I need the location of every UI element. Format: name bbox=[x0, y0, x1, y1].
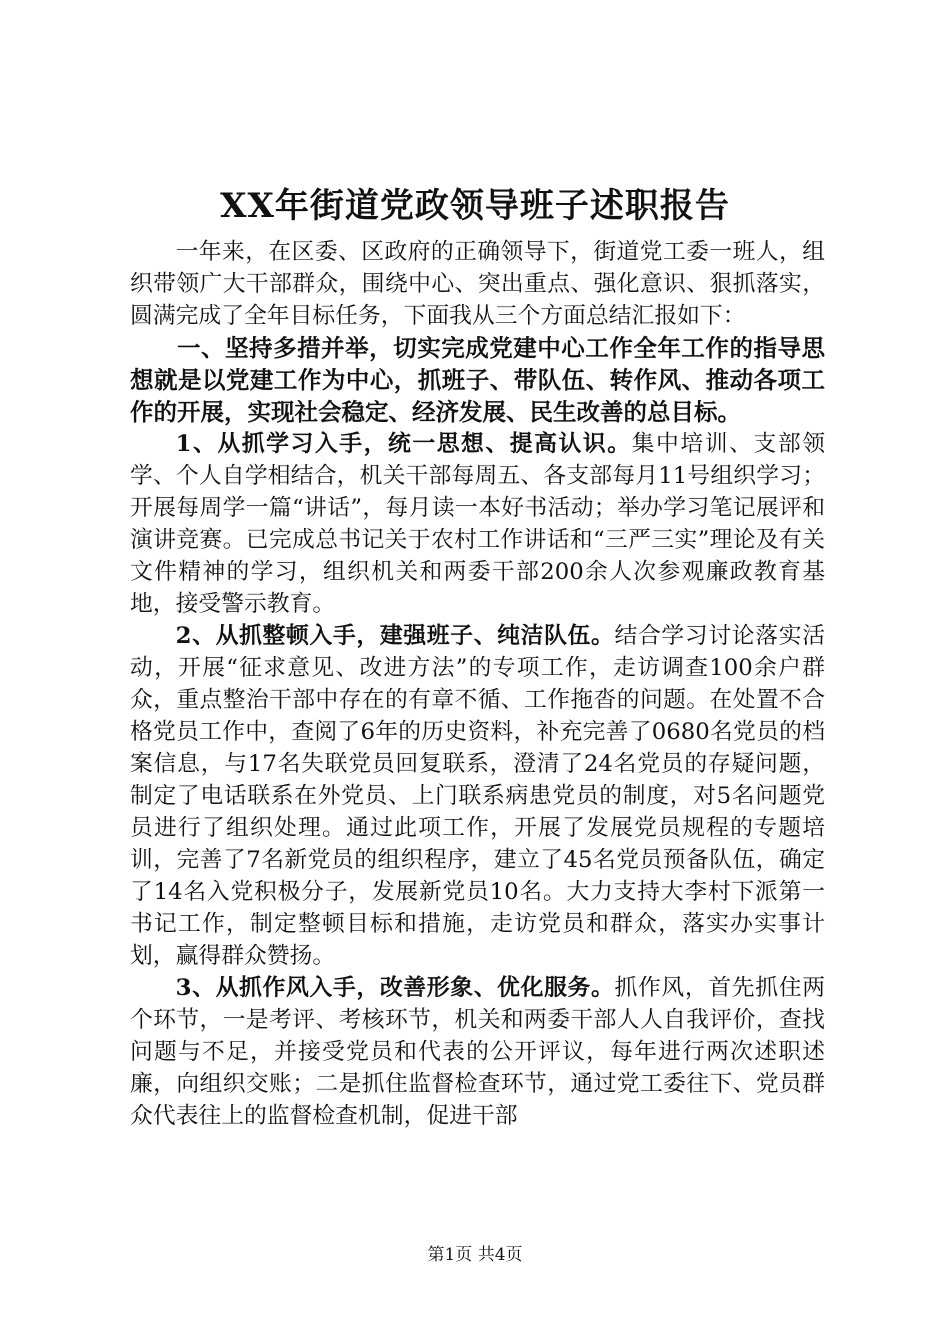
item-lead-1: 1、从抓学习入手，统一思想、提高认识。 bbox=[175, 431, 632, 457]
item-paragraph-2 bbox=[130, 620, 825, 972]
item-text-3: 抓作风，首先抓住两个环节，一是考评、考核环节，机关和两委干部人人自我评价，查找问题与不足，并接受党员和代表的公开评议，每年进行两次述职述廉，向组织交账；二是抓住监督检查环节，通过党工委往下、党员群众代表往上的监督检查机制，促进干部 bbox=[130, 975, 825, 1129]
item-lead-3: 3、从抓作风入手，改善形象、优化服务。 bbox=[175, 975, 615, 1001]
intro-paragraph: 一年来，在区委、区政府的正确领导下，街道党工委一班人，组织带领广大干部群众，围绕中心、突出重点、强化意识、狠抓落实，圆满完成了全年目标任务，下面我从三个方面总结汇报如下： bbox=[130, 239, 825, 329]
item-text-1: 集中培训、支部领学、个人自学相结合，机关干部每周五、各支部每月11号组织学习；开展每周学一篇“讲话”，每月读一本好书活动；举办学习笔记展评和演讲竞赛。已完成总书记关于农村工作讲话和“三严三实”理论及有关文件精神的学习，组织机关和两委干部200余人次参观廉政教育基地，接受警示教育。 bbox=[130, 431, 825, 617]
item-text-2: 结合学习讨论落实活动，开展“征求意见、改进方法”的专项工作，走访调查100余户群众，重点整治干部中存在的有章不循、工作拖沓的问题。在处置不合格党员工作中，查阅了6年的历史资料，补充完善了0680名党员的档案信息，与17名失联党员回复联系，澄清了24名党员的存疑问题，制定了电话联系在外党员、上门联系病患党员的制度，对5名问题党员进行了组织处理。通过此项工作，开展了发展党员规程的专题培训，完善了7名新党员的组织程序，建立了45名党员预备队伍，确定了14名入党积极分子，发展新党员10名。大力支持大李村下派第一书记工作，制定整顿目标和措施，走访党员和群众，落实办实事计划，赢得群众赞扬。 bbox=[130, 623, 825, 969]
document-body bbox=[130, 236, 825, 1132]
document-title: XX年街道党政领导班子述职报告 bbox=[220, 186, 730, 226]
page-footer: 第1页 共4页 bbox=[427, 1245, 523, 1265]
item-paragraph-3 bbox=[130, 972, 825, 1132]
section-heading-1: 一、坚持多措并举，切实完成党建中心工作全年工作的指导思想就是以党建工作为中心，抓班子、带队伍、转作风、推动各项工作的开展，实现社会稳定、经济发展、民生改善的总目标。 bbox=[130, 334, 825, 426]
item-paragraph-1 bbox=[130, 428, 825, 620]
item-lead-2: 2、从抓整顿入手，建强班子、纯洁队伍。 bbox=[175, 623, 615, 649]
